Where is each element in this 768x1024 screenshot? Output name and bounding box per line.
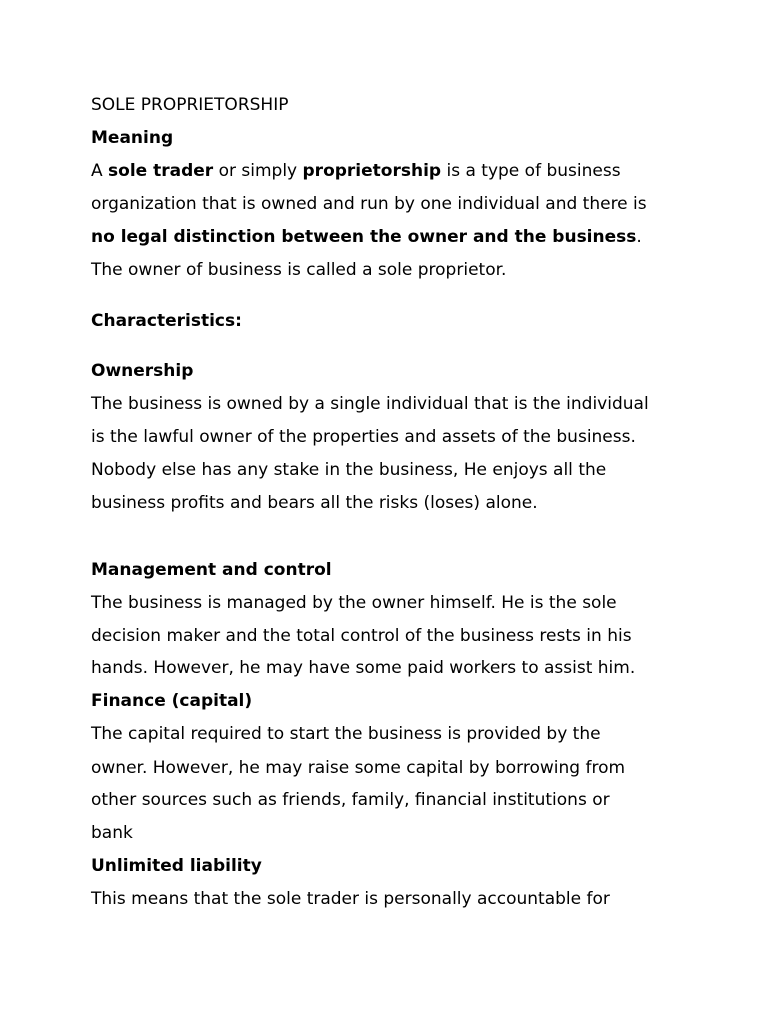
meaning-line-4: The owner of business is called a sole proprietor. (91, 260, 507, 280)
management-line: The business is managed by the owner himself. He is the sole (91, 593, 617, 613)
ownership-line: The business is owned by a single individual that is the individual (91, 394, 649, 414)
ownership-line: is the lawful owner of the properties and assets of the business. (91, 427, 636, 447)
ownership-line: Nobody else has any stake in the business, He enjoys all the (91, 460, 607, 480)
finance-heading: Finance (capital) (91, 691, 253, 711)
liability-line: This means that the sole trader is personally accountable for (91, 889, 610, 909)
characteristics-heading: Characteristics: (91, 311, 242, 331)
meaning-line-2: organization that is owned and run by one individual and there is (91, 194, 647, 214)
finance-line: bank (91, 823, 133, 843)
meaning-line-3: no legal distinction between the owner and the business. (91, 227, 642, 247)
meaning-heading: Meaning (91, 128, 174, 148)
term-proprietorship: proprietorship (302, 161, 442, 181)
finance-line: other sources such as friends, family, financial institutions or (91, 790, 610, 810)
management-heading: Management and control (91, 560, 332, 580)
meaning-line-1: A sole trader or simply proprietorship is a type of business (91, 161, 621, 181)
finance-line: The capital required to start the business is provided by the (91, 724, 601, 744)
liability-heading: Unlimited liability (91, 856, 262, 876)
management-line: decision maker and the total control of the business rests in his (91, 626, 632, 646)
finance-line: owner. However, he may raise some capital by borrowing from (91, 758, 626, 778)
term-sole-trader: sole trader (108, 161, 214, 181)
management-line: hands. However, he may have some paid workers to assist him. (91, 658, 636, 678)
document-title: SOLE PROPRIETORSHIP (91, 95, 289, 115)
term-no-legal-distinction: no legal distinction between the owner and the business (91, 227, 637, 247)
ownership-heading: Ownership (91, 361, 194, 381)
ownership-line: business profits and bears all the risks (loses) alone. (91, 493, 538, 513)
